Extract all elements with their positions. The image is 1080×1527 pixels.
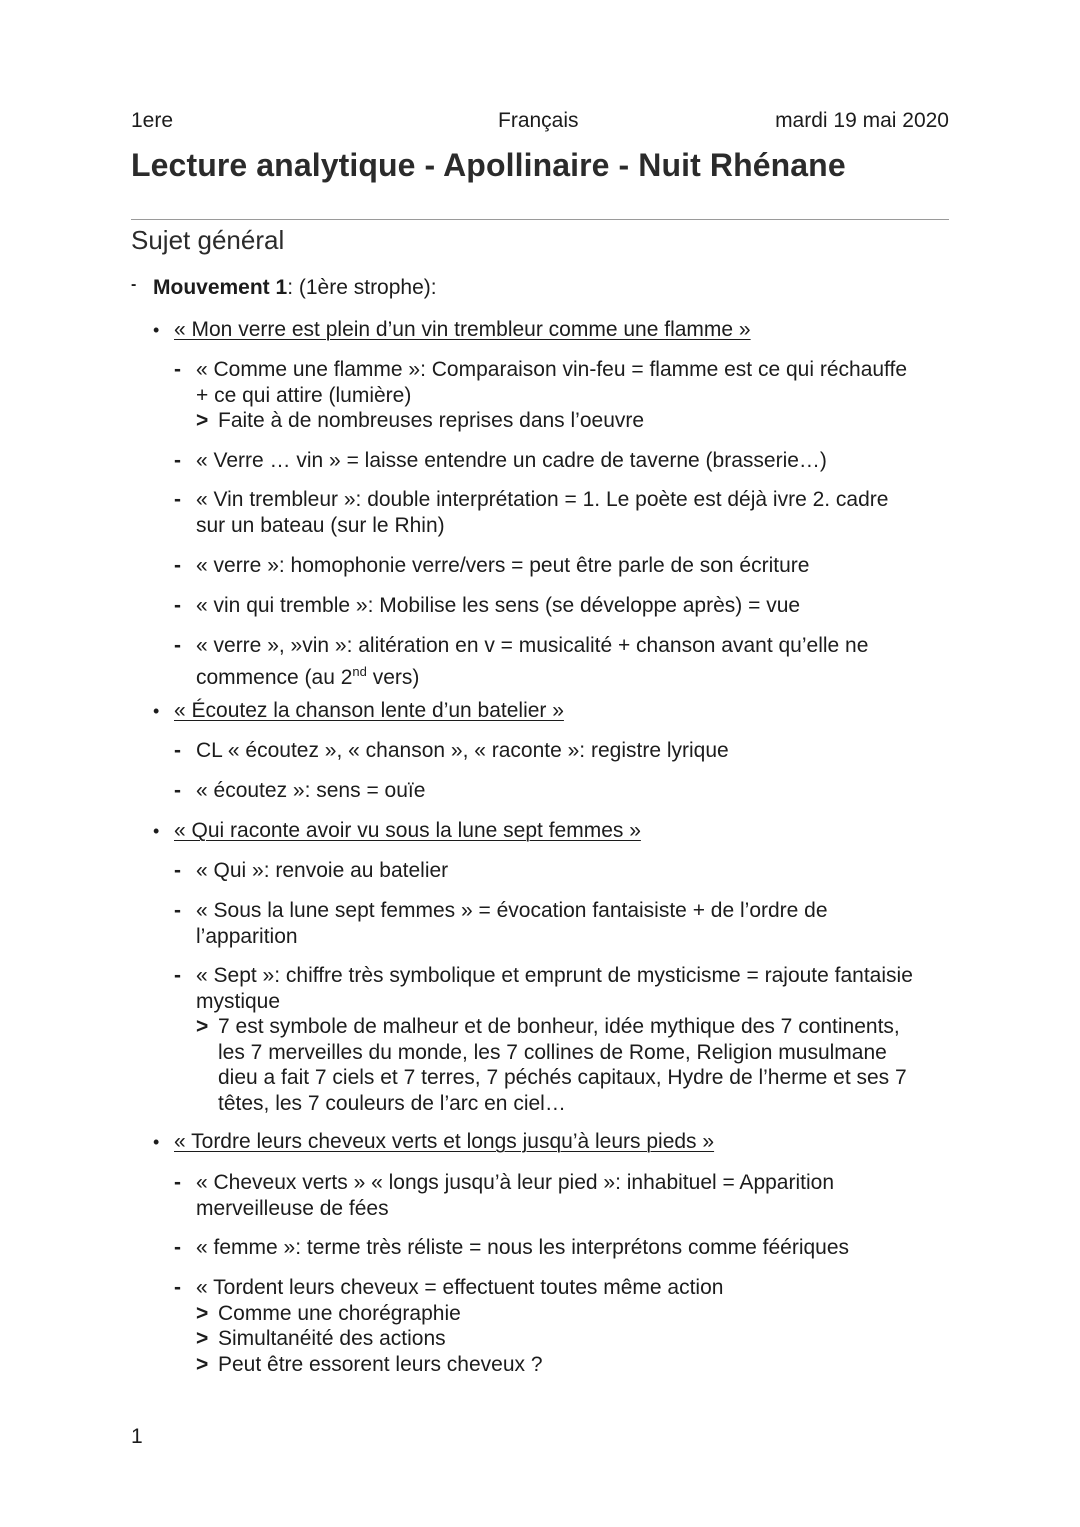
arrow-icon: > (196, 1301, 209, 1325)
note-line: CL « écoutez », « chanson », « raconte »: registre lyrique (196, 739, 729, 762)
sub-point (196, 1091, 913, 1117)
analysis-note (196, 1275, 723, 1377)
dash-marker: - (174, 1171, 181, 1194)
sub-point-text: dieu a fait 7 ciels et 7 terres, 7 péchés capitaux, Hydre de l’herme et ses 7 (218, 1066, 907, 1089)
page-number: 1 (131, 1425, 143, 1448)
note-line: merveilleuse de fées (196, 1196, 389, 1220)
dash-marker: - (174, 779, 181, 802)
bullet-icon: • (153, 701, 160, 721)
quote-line: « Tordre leurs cheveux verts et longs jusqu’à leurs pieds » (174, 1130, 715, 1153)
header-class: 1ere (131, 109, 174, 132)
analysis-note (196, 553, 809, 579)
analysis-note (196, 778, 425, 804)
bullet-icon: • (153, 821, 160, 841)
sub-point (196, 1040, 913, 1066)
dash-marker: - (174, 1276, 181, 1299)
note-line: « Qui »: renvoie au batelier (196, 859, 449, 882)
analysis-note (196, 1170, 834, 1221)
sub-point-text: Comme une chorégraphie (218, 1301, 461, 1325)
note-line: « verre », »vin »: alitération en v = musicalité + chanson avant qu’elle ne (196, 634, 869, 657)
arrow-icon: > (196, 1327, 209, 1350)
sub-point-text: Faite à de nombreuses reprises dans l’oeuvre (218, 409, 645, 432)
header-subject: Français (498, 109, 579, 132)
sub-point-text: Simultanéité des actions (218, 1327, 446, 1350)
analysis-note (196, 448, 827, 474)
note-line: « Sept »: chiffre très symbolique et emprunt de mysticisme = rajoute fantaisie (196, 964, 913, 987)
sub-point (196, 1352, 723, 1378)
dash-marker: - (174, 964, 181, 987)
dash-marker: - (174, 488, 181, 511)
quote-line: « Mon verre est plein d’un vin trembleur comme une flamme » (174, 318, 751, 341)
movement-suffix: : (1ère strophe): (287, 276, 437, 299)
analysis-note (196, 858, 448, 884)
dash-marker: - (174, 358, 181, 381)
note-line: « Sous la lune sept femmes » = évocation fantaisiste + de l’ordre de (196, 899, 828, 922)
dash-marker: - (174, 739, 181, 762)
analysis-note (196, 357, 907, 434)
analysis-note (196, 963, 913, 1116)
sub-point (196, 1014, 913, 1040)
bullet-icon: • (153, 320, 160, 340)
header-date: mardi 19 mai 2020 (775, 109, 949, 132)
section-heading: Sujet général (131, 225, 285, 255)
dash-marker: - (174, 859, 181, 882)
note-text: vers) (366, 665, 420, 689)
quote-line: « Qui raconte avoir vu sous la lune sept femmes » (174, 819, 641, 842)
title-divider (131, 219, 949, 220)
quote-line: « Écoutez la chanson lente d’un batelier » (174, 699, 564, 722)
bullet-icon: • (153, 1132, 160, 1152)
note-line: « Verre … vin » = laisse entendre un cadre de taverne (brasserie…) (196, 449, 827, 472)
note-line: « femme »: terme très réliste = nous les interprétons comme féériques (196, 1236, 850, 1259)
dash-marker: - (174, 899, 181, 922)
sub-point (196, 1326, 723, 1352)
note-line: + ce qui attire (lumière) (196, 383, 412, 407)
dash-marker: - (174, 634, 181, 657)
ordinal-superscript: nd (352, 663, 367, 679)
page-title: Lecture analytique - Apollinaire - Nuit Rhénane (131, 147, 846, 183)
analysis-note (196, 487, 888, 538)
dash-marker: - (174, 449, 181, 472)
note-line (196, 659, 868, 691)
arrow-icon: > (196, 1015, 209, 1038)
sub-point (196, 1065, 913, 1091)
arrow-icon: > (196, 409, 209, 432)
analysis-note (196, 593, 800, 619)
movement-label: Mouvement 1 (153, 276, 288, 299)
sub-point-text: les 7 merveilles du monde, les 7 collines de Rome, Religion musulmane (218, 1040, 887, 1064)
analysis-note (196, 633, 868, 690)
sub-point (196, 1301, 723, 1327)
note-line: « Comme une flamme »: Comparaison vin-feu = flamme est ce qui réchauffe (196, 358, 908, 381)
sub-point-text: 7 est symbole de malheur et de bonheur, idée mythique des 7 continents, (218, 1015, 900, 1038)
analysis-note (196, 1235, 849, 1261)
dash-marker: - (174, 554, 181, 577)
dash-marker: - (174, 1236, 181, 1259)
note-line: « Vin trembleur »: double interprétation = 1. Le poète est déjà ivre 2. cadre (196, 488, 889, 511)
analysis-note (196, 738, 729, 764)
arrow-icon: > (196, 1352, 209, 1376)
analysis-note (196, 898, 828, 949)
note-line: l’apparition (196, 924, 298, 948)
dash-marker: - (174, 594, 181, 617)
note-line: sur un bateau (sur le Rhin) (196, 513, 445, 537)
sub-point-text: Peut être essorent leurs cheveux ? (218, 1352, 543, 1376)
sub-point-text: têtes, les 7 couleurs de l’arc en ciel… (218, 1091, 566, 1115)
note-line: mystique (196, 989, 281, 1013)
note-line: « écoutez »: sens = ouïe (196, 779, 426, 802)
note-line: « Tordent leurs cheveux = effectuent toutes même action (196, 1276, 724, 1299)
note-line: « Cheveux verts » « longs jusqu’à leur pied »: inhabituel = Apparition (196, 1171, 834, 1194)
dash-marker: - (131, 276, 137, 293)
sub-point (196, 408, 907, 434)
note-line: « vin qui tremble »: Mobilise les sens (se développe après) = vue (196, 594, 801, 617)
note-text: commence (au 2 (196, 665, 353, 689)
note-line: « verre »: homophonie verre/vers = peut être parle de son écriture (196, 554, 810, 577)
movement-heading (153, 276, 437, 300)
